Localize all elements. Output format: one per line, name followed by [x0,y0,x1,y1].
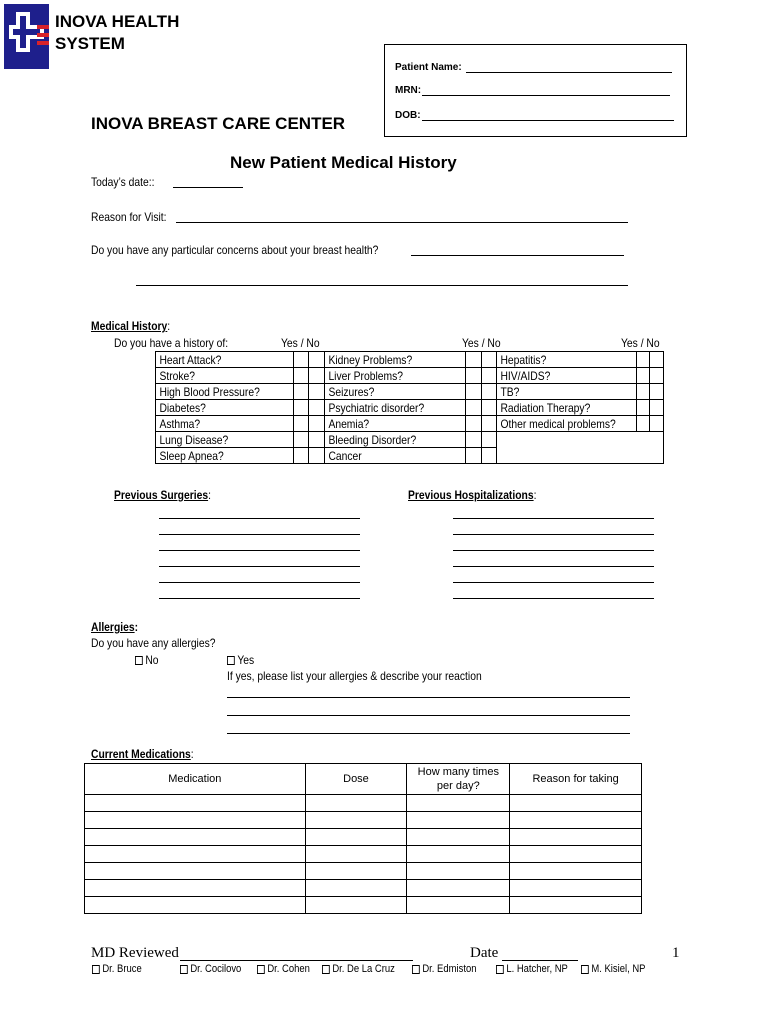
history-no-box[interactable] [481,432,497,448]
allergies-field-line3[interactable] [227,733,630,734]
todays-date-label: Today’s date:: [91,175,155,189]
condition-label: Hepatitis? [497,352,636,368]
history-yes-box[interactable] [466,432,482,448]
history-no-box[interactable] [309,352,325,368]
reviewer-option[interactable]: Dr. Bruce [92,963,142,975]
history-yes-box[interactable] [293,352,309,368]
hospitalizations-heading: Previous Hospitalizations [408,488,534,502]
history-no-box[interactable] [650,400,664,416]
inova-logo [4,4,49,69]
medication-row [85,795,642,812]
history-yes-box[interactable] [636,368,650,384]
dob-label: DOB: [395,110,421,121]
form-title: New Patient Medical History [230,153,457,172]
medication-cell[interactable] [305,846,407,863]
checkbox-icon [92,965,100,974]
history-no-box[interactable] [481,368,497,384]
allergies-field-line2[interactable] [227,715,630,716]
reviewer-option[interactable]: L. Hatcher, NP [496,963,568,975]
allergies-heading: Allergies [91,620,135,634]
mrn-label: MRN: [395,85,422,96]
allergies-field-line1[interactable] [227,697,630,698]
med-header-times-per-day: How many times per day? [407,764,510,795]
medication-cell[interactable] [407,897,510,914]
cross-logo-icon [4,4,49,69]
reviewer-option[interactable]: Dr. De La Cruz [322,963,395,975]
history-no-box[interactable] [481,416,497,432]
surgery-line[interactable] [159,534,360,535]
medication-cell[interactable] [510,846,642,863]
reviewer-option[interactable]: M. Kisiel, NP [581,963,645,975]
medication-cell[interactable] [305,897,407,914]
md-reviewed-label: MD Reviewed [91,945,179,961]
medication-cell[interactable] [510,863,642,880]
md-reviewed-field[interactable] [180,960,413,961]
condition-label: HIV/AIDS? [497,368,636,384]
medication-cell[interactable] [305,880,407,897]
yes-no-header-2: Yes / No [462,336,501,350]
medication-row [85,863,642,880]
history-no-box[interactable] [309,368,325,384]
surgery-line[interactable] [159,566,360,567]
history-yes-box[interactable] [466,448,482,464]
medication-row [85,829,642,846]
hospitalization-line[interactable] [453,566,654,567]
history-no-box[interactable] [309,432,325,448]
org-name-line2: SYSTEM [55,34,125,53]
medication-cell[interactable] [510,795,642,812]
history-yes-box[interactable] [293,416,309,432]
condition-label: Psychiatric disorder? [325,400,466,416]
condition-label: Bleeding Disorder? [325,432,466,448]
condition-label: High Blood Pressure? [156,384,294,400]
history-no-box[interactable] [481,400,497,416]
concerns-field[interactable] [411,255,624,256]
history-yes-box[interactable] [466,352,482,368]
page-number: 1 [672,945,680,961]
checkbox-icon [257,965,265,974]
reason-label: Reason for Visit: [91,210,167,224]
condition-label: Heart Attack? [156,352,294,368]
history-yes-box[interactable] [293,432,309,448]
concerns-label: Do you have any particular concerns about your breast health? [91,243,379,257]
medication-cell[interactable] [407,863,510,880]
medication-row [85,846,642,863]
reviewer-option[interactable]: Dr. Cocilovo [180,963,241,975]
yes-no-header-3: Yes / No [621,336,660,350]
reason-field[interactable] [176,222,628,223]
medication-row [85,897,642,914]
history-yes-box[interactable] [466,400,482,416]
medical-history-table [155,351,664,464]
center-name: INOVA BREAST CARE CENTER [91,114,346,133]
medication-cell[interactable] [510,880,642,897]
hospitalization-line[interactable] [453,550,654,551]
concerns-field-line2[interactable] [136,285,628,286]
condition-label: Liver Problems? [325,368,466,384]
medical-history-heading: Medical History [91,319,168,333]
other-problems-space[interactable] [497,432,664,464]
history-yes-box[interactable] [293,400,309,416]
history-no-box[interactable] [309,416,325,432]
checkbox-icon [135,656,143,665]
history-yes-box[interactable] [466,368,482,384]
medication-cell[interactable] [510,829,642,846]
condition-label: Stroke? [156,368,294,384]
med-header-reason: Reason for taking [510,764,642,795]
history-no-box[interactable] [309,384,325,400]
checkbox-icon [227,656,235,665]
surgery-line[interactable] [159,518,360,519]
dob-field[interactable] [422,120,674,121]
med-header-dose: Dose [305,764,407,795]
condition-label: Radiation Therapy? [497,400,636,416]
mrn-field[interactable] [422,95,670,96]
hospitalization-line[interactable] [453,598,654,599]
history-yes-box[interactable] [636,352,650,368]
allergies-question: Do you have any allergies? [91,636,216,650]
medication-cell[interactable] [510,812,642,829]
condition-label: Anemia? [325,416,466,432]
yes-no-header-1: Yes / No [281,336,320,350]
history-no-box[interactable] [650,416,664,432]
medication-cell[interactable] [305,812,407,829]
checkbox-icon [412,965,420,974]
medication-row [85,880,642,897]
condition-label: Kidney Problems? [325,352,466,368]
history-yes-box[interactable] [636,400,650,416]
medication-cell[interactable] [407,829,510,846]
medication-cell[interactable] [85,829,306,846]
patient-name-label: Patient Name: [395,62,462,73]
medication-cell[interactable] [85,897,306,914]
history-no-box[interactable] [309,448,325,464]
history-no-box[interactable] [481,448,497,464]
hospitalization-line[interactable] [453,582,654,583]
condition-label: Other medical problems? [497,416,636,432]
history-no-box[interactable] [309,400,325,416]
medication-cell[interactable] [407,846,510,863]
medication-row [85,812,642,829]
org-name-line1: INOVA HEALTH [55,12,180,31]
medication-cell[interactable] [510,897,642,914]
history-yes-box[interactable] [636,384,650,400]
condition-label: Cancer [325,448,466,464]
medication-cell[interactable] [305,863,407,880]
reviewer-option[interactable]: Dr. Cohen [257,963,310,975]
medication-cell[interactable] [305,795,407,812]
surgeries-heading: Previous Surgeries [114,488,209,502]
checkbox-icon [180,965,188,974]
medication-cell[interactable] [305,829,407,846]
history-no-box[interactable] [650,352,664,368]
history-yes-box[interactable] [466,416,482,432]
condition-label: Asthma? [156,416,294,432]
history-row [156,432,664,448]
hospitalization-line[interactable] [453,534,654,535]
date-field[interactable] [502,960,578,961]
condition-label: Diabetes? [156,400,294,416]
condition-label: Seizures? [325,384,466,400]
medications-table [84,763,642,914]
surgery-line[interactable] [159,582,360,583]
medication-cell[interactable] [85,863,306,880]
history-row [156,416,664,432]
condition-label: Lung Disease? [156,432,294,448]
history-no-box[interactable] [650,368,664,384]
checkbox-icon [322,965,330,974]
history-yes-box[interactable] [293,448,309,464]
hospitalization-line[interactable] [453,518,654,519]
medication-cell[interactable] [407,795,510,812]
allergies-no-option[interactable]: No [135,653,159,667]
checkbox-icon [581,965,589,974]
allergies-list-prompt: If yes, please list your allergies & describe your reaction [227,669,482,683]
medication-cell[interactable] [85,812,306,829]
history-yes-box[interactable] [293,368,309,384]
history-no-box[interactable] [650,384,664,400]
reviewer-option[interactable]: Dr. Edmiston [412,963,476,975]
history-row [156,384,664,400]
history-yes-box[interactable] [636,416,650,432]
history-no-box[interactable] [481,384,497,400]
surgery-line[interactable] [159,598,360,599]
condition-label: TB? [497,384,636,400]
med-header-medication: Medication [85,764,306,795]
medications-heading: Current Medications [91,747,191,761]
checkbox-icon [496,965,504,974]
patient-info-box [384,44,687,137]
history-yes-box[interactable] [293,384,309,400]
history-row [156,400,664,416]
medication-cell[interactable] [85,880,306,897]
history-row [156,368,664,384]
medication-cell[interactable] [407,812,510,829]
medication-cell[interactable] [85,795,306,812]
history-no-box[interactable] [481,352,497,368]
condition-label: Sleep Apnea? [156,448,294,464]
medication-cell[interactable] [85,846,306,863]
date-label: Date [470,945,499,961]
patient-name-field[interactable] [466,72,672,73]
history-yes-box[interactable] [466,384,482,400]
medication-cell[interactable] [407,880,510,897]
surgery-line[interactable] [159,550,360,551]
todays-date-field[interactable] [173,187,243,188]
history-intro: Do you have a history of: [114,336,229,350]
allergies-yes-option[interactable]: Yes [227,653,254,667]
history-row [156,352,664,368]
